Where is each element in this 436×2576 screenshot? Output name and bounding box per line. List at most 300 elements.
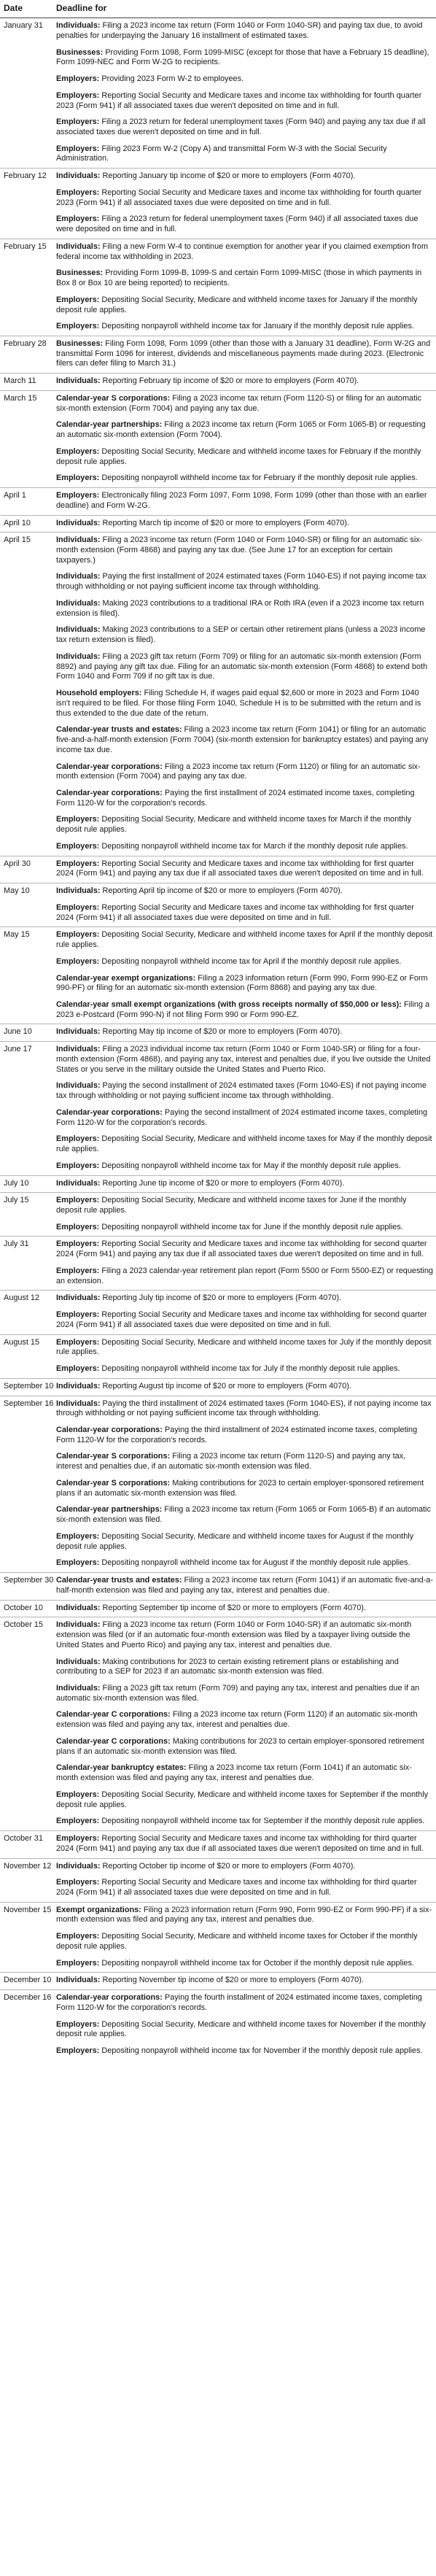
deadline-entry: [52, 1476, 436, 1502]
taxpayer-type-label: Individuals:: [56, 1045, 101, 1054]
deadline-date-spacer: [0, 1105, 52, 1132]
deadline-description: Depositing Social Security, Medicare and withheld income taxes for March if the monthly deposit rule applies.: [56, 815, 412, 835]
deadline-entry: [52, 239, 436, 266]
deadline-entry: [52, 1858, 436, 1875]
deadline-description: Paying the first installment of 2024 estimated income taxes, completing Form 1120-W for the corporation's records.: [56, 788, 415, 808]
taxpayer-type-label: Individuals:: [56, 518, 101, 527]
deadline-entry: [52, 1361, 436, 1378]
table-row: [0, 1929, 436, 1955]
taxpayer-type-label: Calendar-year S corporations:: [56, 1452, 171, 1461]
taxpayer-type-label: Employers:: [56, 956, 100, 966]
deadline-date-spacer: [0, 293, 52, 319]
taxpayer-type-label: Calendar-year corporations:: [56, 1993, 163, 2003]
deadline-date: May 15: [0, 927, 52, 954]
taxpayer-type-label: Individuals:: [56, 651, 101, 661]
deadline-description: Making contributions for 2023 to certain employer-sponsored retirement plans if an automatic six-month extension was filed.: [56, 1736, 424, 1756]
deadline-description: Paying the third installment of 2024 estimated income taxes, completing Form 1120-W for the corporation's records.: [56, 1426, 418, 1444]
deadline-date-spacer: [0, 954, 52, 971]
deadline-entry: [52, 293, 436, 319]
deadline-date-spacer: [0, 1423, 52, 1449]
deadline-date-spacer: [0, 686, 52, 722]
taxpayer-type-label: Employers:: [56, 1790, 100, 1799]
taxpayer-type-label: Calendar-year corporations:: [56, 1426, 163, 1435]
deadline-date-spacer: [0, 266, 52, 292]
deadline-date-spacer: [0, 1476, 52, 1502]
table-row: [0, 2043, 436, 2060]
deadline-entry: [52, 115, 436, 141]
deadline-date: April 1: [0, 488, 52, 515]
table-row: [0, 997, 436, 1024]
deadline-date: October 31: [0, 1831, 52, 1858]
taxpayer-type-label: Employers:: [56, 1161, 100, 1170]
deadline-date-spacer: [0, 1307, 52, 1334]
taxpayer-type-label: Individuals:: [56, 1399, 101, 1408]
table-row: [0, 1787, 436, 1814]
deadline-date-spacer: [0, 1361, 52, 1378]
table-row: [0, 971, 436, 997]
table-row: [0, 1956, 436, 1973]
deadline-description: Reporting Social Security and Medicare taxes and income tax withholding for second quarter 2024 (Form 941) and paying any tax due if all associated taxes due weren't deposited on time and in full.: [56, 1239, 427, 1259]
taxpayer-type-label: Employers:: [56, 841, 100, 851]
deadline-entry: [52, 319, 436, 336]
deadline-description: Filing a 2023 calendar-year retirement plan report (Form 5500 or Form 5500-EZ) or requesting an extension.: [56, 1266, 433, 1285]
deadline-date-spacer: [0, 45, 52, 71]
taxpayer-type-label: Individuals:: [56, 1603, 101, 1612]
table-row: [0, 142, 436, 169]
deadline-description: Depositing nonpayroll withheld income tax for November if the monthly deposit rule applies.: [101, 2046, 423, 2056]
deadline-description: Filing Form 1098, Form 1099 (other than those with a January 31 deadline), Form W-2G and transmittal Form 1096 for interest, dividends and miscellaneous payments made during 2023. (Electronic filers can defer filing to March 31.): [56, 339, 431, 368]
deadline-description: Reporting Social Security and Medicare taxes and income tax withholding for fourth quarter 2023 (Form 941) if all associated taxes due weren't deposited on time and in full.: [56, 90, 422, 110]
table-row: [0, 1361, 436, 1378]
deadline-description: Reporting April tip income of $20 or more to employers (Form 4070).: [102, 886, 343, 896]
deadline-date-spacer: [0, 71, 52, 88]
deadline-date-spacer: [0, 1078, 52, 1105]
taxpayer-type-label: Household employers:: [56, 689, 142, 698]
deadline-date: November 12: [0, 1858, 52, 1875]
taxpayer-type-label: Calendar-year exempt organizations:: [56, 973, 196, 983]
table-row: [0, 1476, 436, 1502]
deadline-date-spacer: [0, 1956, 52, 1973]
deadline-entry: [52, 686, 436, 722]
deadline-entry: [52, 374, 436, 391]
deadline-entry: [52, 954, 436, 971]
table-row: [0, 1655, 436, 1681]
deadline-entry: [52, 1787, 436, 1814]
deadline-entry: [52, 1831, 436, 1858]
deadline-date: April 30: [0, 856, 52, 883]
taxpayer-type-label: Calendar-year corporations:: [56, 762, 163, 771]
deadline-description: Reporting Social Security and Medicare taxes and income tax withholding for third quarter 2024 (Form 941) if all associated taxes due were deposited on time and in full.: [56, 1878, 417, 1897]
table-row: [0, 1423, 436, 1449]
taxpayer-type-label: Calendar-year small exempt organizations (with gross receipts normally of $50,000 or less):: [56, 999, 402, 1009]
deadline-description: Reporting August tip income of $20 or more to employers (Form 4070).: [102, 1381, 351, 1391]
deadline-entry: [52, 1193, 436, 1220]
table-row: [0, 1264, 436, 1291]
table-row: [0, 239, 436, 266]
table-row: [0, 169, 436, 185]
deadline-date-spacer: [0, 1159, 52, 1175]
table-row: [0, 1529, 436, 1555]
deadline-entry: [52, 1875, 436, 1902]
deadline-entry: [52, 997, 436, 1024]
taxpayer-type-label: Employers:: [56, 1310, 100, 1320]
deadline-entry: [52, 927, 436, 954]
deadline-description: Filing a 2023 income tax return (Form 1120) or filing for an automatic six-month extension (Form 7004) and paying any tax due.: [56, 762, 421, 781]
table-row: [0, 1555, 436, 1572]
table-row: [0, 390, 436, 417]
deadline-date-spacer: [0, 1929, 52, 1955]
deadline-date: April 15: [0, 533, 52, 570]
taxpayer-type-label: Employers:: [56, 1558, 100, 1568]
deadline-entry: [52, 1078, 436, 1105]
table-row: [0, 927, 436, 954]
taxpayer-type-label: Employers:: [56, 930, 100, 940]
deadline-date-spacer: [0, 1734, 52, 1760]
deadline-entry: [52, 1423, 436, 1449]
deadline-date-spacer: [0, 2043, 52, 2060]
deadline-date-spacer: [0, 1760, 52, 1787]
taxpayer-type-label: Employers:: [56, 473, 100, 483]
table-row: [0, 1042, 436, 1079]
deadline-entry: [52, 533, 436, 570]
deadline-entry: [52, 1734, 436, 1760]
deadline-description: Depositing Social Security, Medicare and withheld income taxes for October if the monthly deposit rule applies.: [56, 1932, 418, 1951]
taxpayer-type-label: Individuals:: [56, 1657, 101, 1666]
table-row: [0, 1734, 436, 1760]
deadline-description: Filing a 2023 income tax return (Form 1040 or Form 1040-SR) or filing for an automatic six-month extension (Form 4868) and paying any tax due. (See June 17 for an exception for certain taxpayers.): [56, 535, 423, 565]
taxpayer-type-label: Individuals:: [56, 376, 101, 386]
table-row: [0, 533, 436, 570]
deadline-description: Depositing nonpayroll withheld income tax for September if the monthly deposit rule applies.: [101, 1817, 425, 1826]
table-row: [0, 1024, 436, 1042]
table-row: [0, 883, 436, 900]
deadline-entry: [52, 266, 436, 292]
deadline-description: Depositing nonpayroll withheld income tax for January if the monthly deposit rule applies.: [101, 322, 414, 331]
deadline-description: Depositing nonpayroll withheld income tax for February if the monthly deposit rule applies.: [101, 473, 418, 483]
deadline-description: Depositing nonpayroll withheld income tax for June if the monthly deposit rule applies.: [101, 1222, 403, 1231]
deadline-entry: [52, 1655, 436, 1681]
table-row: [0, 212, 436, 239]
table-row: [0, 515, 436, 533]
deadline-description: Filing a 2023 income tax return (Form 1040 or Form 1040-SR) and paying tax due, to avoid penalties for underpaying the January 16 installment of estimated taxes.: [56, 21, 423, 40]
deadline-description: Filing a 2023 income tax return (Form 1120) if an automatic six-month extension was filed and paying any tax, interest and penalties due.: [56, 1710, 418, 1730]
taxpayer-type-label: Calendar-year C corporations:: [56, 1736, 171, 1746]
taxpayer-type-label: Employers:: [56, 1932, 100, 1941]
deadline-entry: [52, 1902, 436, 1929]
taxpayer-type-label: Employers:: [56, 1222, 100, 1231]
taxpayer-type-label: Individuals:: [56, 241, 101, 251]
deadline-date: September 10: [0, 1378, 52, 1396]
deadline-entry: [52, 1707, 436, 1733]
table-row: [0, 1078, 436, 1105]
deadline-date-spacer: [0, 839, 52, 856]
taxpayer-type-label: Businesses:: [56, 47, 104, 57]
taxpayer-type-label: Employers:: [56, 1196, 100, 1205]
taxpayer-type-label: Employers:: [56, 1878, 100, 1887]
deadline-entry: [52, 1814, 436, 1830]
table-row: [0, 1159, 436, 1175]
taxpayer-type-label: Employers:: [56, 214, 100, 224]
table-row: [0, 1681, 436, 1707]
deadline-entry: [52, 1573, 436, 1600]
table-row: [0, 1334, 436, 1361]
deadline-entry: [52, 1132, 436, 1158]
deadline-entry: [52, 649, 436, 686]
deadline-description: Filing a 2023 income tax return (Form 1120-S) and paying any tax, interest and penalties due, if an automatic six-month extension was filed.: [56, 1452, 406, 1471]
deadline-date: August 15: [0, 1334, 52, 1361]
table-row: [0, 1990, 436, 2017]
deadline-description: Reporting Social Security and Medicare taxes and income tax withholding for second quarter 2024 (Form 941) if all associated taxes due were deposited on time and in full.: [56, 1310, 427, 1329]
table-row: [0, 1396, 436, 1423]
deadline-date: February 15: [0, 239, 52, 266]
table-row: [0, 1105, 436, 1132]
taxpayer-type-label: Employers:: [56, 491, 100, 500]
table-row: [0, 856, 436, 883]
deadline-date-spacer: [0, 185, 52, 212]
table-row: [0, 1573, 436, 1600]
deadline-description: Depositing nonpayroll withheld income tax for April if the monthly deposit rule applies.: [101, 956, 402, 966]
deadline-description: Paying the second installment of 2024 estimated income taxes, completing Form 1120-W for the corporation's records.: [56, 1107, 428, 1127]
deadline-entry: [52, 839, 436, 856]
deadline-description: Reporting July tip income of $20 or more to employers (Form 4070).: [102, 1293, 342, 1303]
table-row: [0, 1858, 436, 1875]
deadline-date: December 16: [0, 1990, 52, 2017]
deadline-date-spacer: [0, 997, 52, 1024]
deadline-date-spacer: [0, 786, 52, 812]
table-row: [0, 319, 436, 336]
taxpayer-type-label: Employers:: [56, 295, 100, 304]
deadline-date-spacer: [0, 1132, 52, 1158]
deadline-date-spacer: [0, 1529, 52, 1555]
deadline-date-spacer: [0, 812, 52, 838]
deadline-entry: [52, 786, 436, 812]
taxpayer-type-label: Calendar-year partnerships:: [56, 1505, 163, 1515]
deadline-description: Paying the second installment of 2024 estimated taxes (Form 1040-ES) if not paying income tax through withholding or not paying sufficient income tax through withholding.: [56, 1081, 427, 1101]
taxpayer-type-label: Employers:: [56, 1134, 100, 1144]
deadline-date-spacer: [0, 1707, 52, 1733]
deadline-entry: [52, 1024, 436, 1042]
taxpayer-type-label: Individuals:: [56, 886, 101, 896]
deadline-entry: [52, 1042, 436, 1079]
deadline-entry: [52, 722, 436, 759]
deadline-date: March 11: [0, 374, 52, 391]
deadline-description: Filing 2023 Form W-2 (Copy A) and transmittal Form W-3 with the Social Security Administration.: [56, 144, 387, 163]
deadline-entry: [52, 1449, 436, 1475]
deadline-description: Depositing Social Security, Medicare and withheld income taxes for July if the monthly deposit rule applies.: [56, 1337, 432, 1357]
deadline-entry: [52, 1159, 436, 1175]
deadline-description: Depositing Social Security, Medicare and withheld income taxes for January if the monthly deposit rule applies.: [56, 295, 418, 314]
table-row: [0, 786, 436, 812]
deadline-entry: [52, 185, 436, 212]
table-row: [0, 1831, 436, 1858]
deadline-date-spacer: [0, 471, 52, 487]
deadline-date-spacer: [0, 971, 52, 997]
table-row: [0, 722, 436, 759]
deadline-description: Reporting June tip income of $20 or more to employers (Form 4070).: [102, 1178, 345, 1188]
taxpayer-type-label: Employers:: [56, 90, 100, 100]
deadline-description: Making contributions for 2023 to certain existing retirement plans or establishing and contributing to a SEP for 2023 if an automatic six-month extension was filed.: [56, 1657, 399, 1676]
deadline-description: Paying the fourth installment of 2024 estimated income taxes, completing Form 1120-W for the corporation's records.: [56, 1993, 422, 2012]
deadline-entry: [52, 471, 436, 487]
deadline-entry: [52, 1973, 436, 1990]
deadline-date: October 10: [0, 1600, 52, 1617]
table-row: [0, 115, 436, 141]
table-row: [0, 839, 436, 856]
taxpayer-type-label: Employers:: [56, 446, 100, 456]
table-row: [0, 185, 436, 212]
taxpayer-type-label: Employers:: [56, 1239, 100, 1249]
deadline-entry: [52, 1529, 436, 1555]
deadline-description: Filing a 2023 income tax return (Form 1041) if an automatic five-and-a-half-month extension was filed and paying any tax, interest and penalties due.: [56, 1576, 433, 1595]
taxpayer-type-label: Individuals:: [56, 572, 101, 581]
deadline-description: Filing a 2023 income tax return (Form 1065 or Form 1065-B) if an automatic six-month extension was filed.: [56, 1505, 431, 1525]
taxpayer-type-label: Employers:: [56, 2019, 100, 2029]
table-row: [0, 1617, 436, 1655]
taxpayer-type-label: Calendar-year trusts and estates:: [56, 1576, 182, 1585]
table-row: [0, 686, 436, 722]
deadline-description: Reporting March tip income of $20 or more to employers (Form 4070).: [102, 518, 349, 527]
deadline-date-spacer: [0, 1681, 52, 1707]
table-row: [0, 18, 436, 45]
table-row: [0, 1193, 436, 1220]
deadline-description: Filing a 2023 return for federal unemployment taxes (Form 940) if all associated taxes due were deposited on time and in full.: [56, 214, 419, 234]
deadline-date-spacer: [0, 142, 52, 169]
deadline-entry: [52, 1220, 436, 1237]
deadline-date-spacer: [0, 622, 52, 649]
table-row: [0, 374, 436, 391]
deadline-entry: [52, 45, 436, 71]
deadline-entry: [52, 390, 436, 417]
table-row: [0, 444, 436, 471]
deadline-date: January 31: [4, 21, 43, 31]
taxpayer-type-label: Employers:: [56, 187, 100, 197]
deadline-description: Filing a 2023 individual income tax return (Form 1040 or Form 1040-SR) or filing for a four-month extension (Form 4868), and paying any tax, interest and penalties due, if you live outside the United States or you serve in the military outside the United States and Puerto Rico.: [56, 1045, 431, 1074]
taxpayer-type-label: Individuals:: [56, 1081, 101, 1091]
deadline-date-spacer: [0, 212, 52, 239]
taxpayer-type-label: Individuals:: [56, 598, 101, 608]
table-row: [0, 1132, 436, 1158]
table-row: [0, 1600, 436, 1617]
table-row: [0, 266, 436, 292]
deadline-description: Reporting Social Security and Medicare taxes and income tax withholding for first quarter 2024 (Form 941) and paying any tax due if all associated taxes due weren't deposited on time and in full.: [56, 859, 424, 878]
deadline-date: June 17: [0, 1042, 52, 1079]
deadline-table-body: [0, 18, 436, 2060]
deadline-description: Filing a 2023 income tax return (Form 1065 or Form 1065-B) or requesting an automatic six-month extension (Form 7004).: [56, 420, 426, 440]
deadline-entry: [52, 1264, 436, 1291]
table-row: [0, 1502, 436, 1528]
deadline-date: April 10: [0, 515, 52, 533]
taxpayer-type-label: Employers:: [56, 1958, 100, 1968]
deadline-date-spacer: [0, 1449, 52, 1475]
taxpayer-type-label: Calendar-year trusts and estates:: [56, 725, 182, 735]
taxpayer-type-label: Employers:: [56, 1266, 100, 1275]
taxpayer-type-label: Businesses:: [56, 268, 104, 278]
deadline-entry: [52, 1760, 436, 1787]
deadline-entry: [52, 1617, 436, 1655]
deadline-description: Providing 2023 Form W-2 to employees.: [101, 74, 244, 84]
taxpayer-type-label: Employers:: [56, 144, 100, 153]
deadline-description: Filing a 2023 income tax return (Form 1040 or Form 1040-SR) if an automatic six-month extension was filed (or if an automatic four-month extension was filed by a taxpayer living outside the United States and Puerto Rico) and paying any tax, interest and penalties due.: [56, 1620, 412, 1649]
table-row: [0, 1378, 436, 1396]
deadline-entry: [52, 1334, 436, 1361]
deadline-date-spacer: [0, 2017, 52, 2043]
deadline-entry: [52, 1396, 436, 1423]
deadline-description: Reporting Social Security and Medicare taxes and income tax withholding for fourth quarter 2023 (Form 941) if all associated taxes due were deposited on time and in full.: [56, 187, 422, 207]
table-row: [0, 1814, 436, 1830]
deadline-entry: [52, 1681, 436, 1707]
deadline-entry: [52, 812, 436, 838]
deadline-description: Depositing Social Security, Medicare and withheld income taxes for September if the monthly deposit rule applies.: [56, 1790, 429, 1809]
table-row: [0, 622, 436, 649]
taxpayer-type-label: Employers:: [56, 1817, 100, 1826]
deadline-description: Filing a 2023 income tax return (Form 1041) if an automatic six-month extension was filed and paying any tax, interest and penalties due.: [56, 1763, 412, 1783]
taxpayer-type-label: Individuals:: [56, 1976, 101, 1985]
table-row: [0, 1291, 436, 1307]
taxpayer-type-label: Employers:: [56, 117, 100, 127]
deadline-description: Filing a 2023 gift tax return (Form 709) and paying any tax, interest and penalties due if an automatic six-month extension was filed.: [56, 1683, 420, 1703]
deadline-description: Paying the first installment of 2024 estimated taxes (Form 1040-ES) if not paying income tax through withholding or not paying sufficient income tax through withholding.: [56, 572, 427, 592]
table-row: [0, 71, 436, 88]
table-row: [0, 649, 436, 686]
deadline-date-spacer: [0, 1555, 52, 1572]
deadline-entry: [52, 1555, 436, 1572]
deadline-description: Depositing nonpayroll withheld income tax for July if the monthly deposit rule applies.: [101, 1364, 400, 1374]
deadline-description: Reporting February tip income of $20 or more to employers (Form 4070).: [102, 376, 359, 386]
table-row: [0, 1707, 436, 1733]
deadline-date: October 15: [0, 1617, 52, 1655]
deadline-date-spacer: [0, 1787, 52, 1814]
table-row: [0, 569, 436, 595]
deadline-description: Filing a 2023 income tax return (Form 1120-S) or filing for an automatic six-month extension (Form 7004) and paying any tax due.: [56, 393, 421, 413]
table-row: [0, 1902, 436, 1929]
taxpayer-type-label: Calendar-year partnerships:: [56, 420, 163, 430]
deadline-description: Reporting November tip income of $20 or more to employers (Form 4070).: [102, 1976, 364, 1985]
taxpayer-type-label: Employers:: [56, 1531, 100, 1541]
table-row: [0, 596, 436, 622]
taxpayer-type-label: Calendar-year bankruptcy estates:: [56, 1763, 187, 1773]
deadline-date-spacer: [0, 417, 52, 444]
deadline-date-spacer: [0, 1264, 52, 1291]
table-row: [0, 1220, 436, 1237]
table-row: [0, 2017, 436, 2043]
deadline-entry: [52, 569, 436, 595]
deadline-entry: [52, 1990, 436, 2017]
table-row: [0, 1760, 436, 1787]
deadline-date-spacer: [0, 1502, 52, 1528]
table-row: [0, 954, 436, 971]
deadline-description: Filing a new Form W-4 to continue exemption for another year if you claimed exemption from federal income tax withholding in 2023.: [56, 241, 429, 261]
deadline-entry: [52, 1237, 436, 1264]
taxpayer-type-label: Employers:: [56, 1337, 100, 1347]
deadline-description: Reporting May tip income of $20 or more to employers (Form 4070).: [102, 1027, 343, 1037]
deadline-date-spacer: [0, 1875, 52, 1902]
deadline-description: Depositing Social Security, Medicare and withheld income taxes for June if the monthly deposit rule applies.: [56, 1196, 407, 1215]
deadline-entry: [52, 88, 436, 115]
deadline-date-spacer: [0, 1220, 52, 1237]
taxpayer-type-label: Individuals:: [56, 1620, 101, 1630]
deadline-date-spacer: [0, 444, 52, 471]
deadline-description: Depositing nonpayroll withheld income tax for August if the monthly deposit rule applies.: [101, 1558, 410, 1568]
taxpayer-type-label: Calendar-year S corporations:: [56, 393, 171, 403]
table-row: [0, 1237, 436, 1264]
deadline-entry: [52, 71, 436, 88]
deadline-entry: [52, 417, 436, 444]
deadline-entry: [52, 1175, 436, 1193]
table-header-row: [0, 0, 436, 18]
deadline-description: Filing a 2023 income tax return (Form 1041) or filing for an automatic five-and-a-half-month extension (Form 7004) (six-month extension for bankruptcy estates) and paying any income tax due.: [56, 725, 429, 754]
taxpayer-type-label: Individuals:: [56, 625, 101, 635]
deadline-date-spacer: [0, 115, 52, 141]
